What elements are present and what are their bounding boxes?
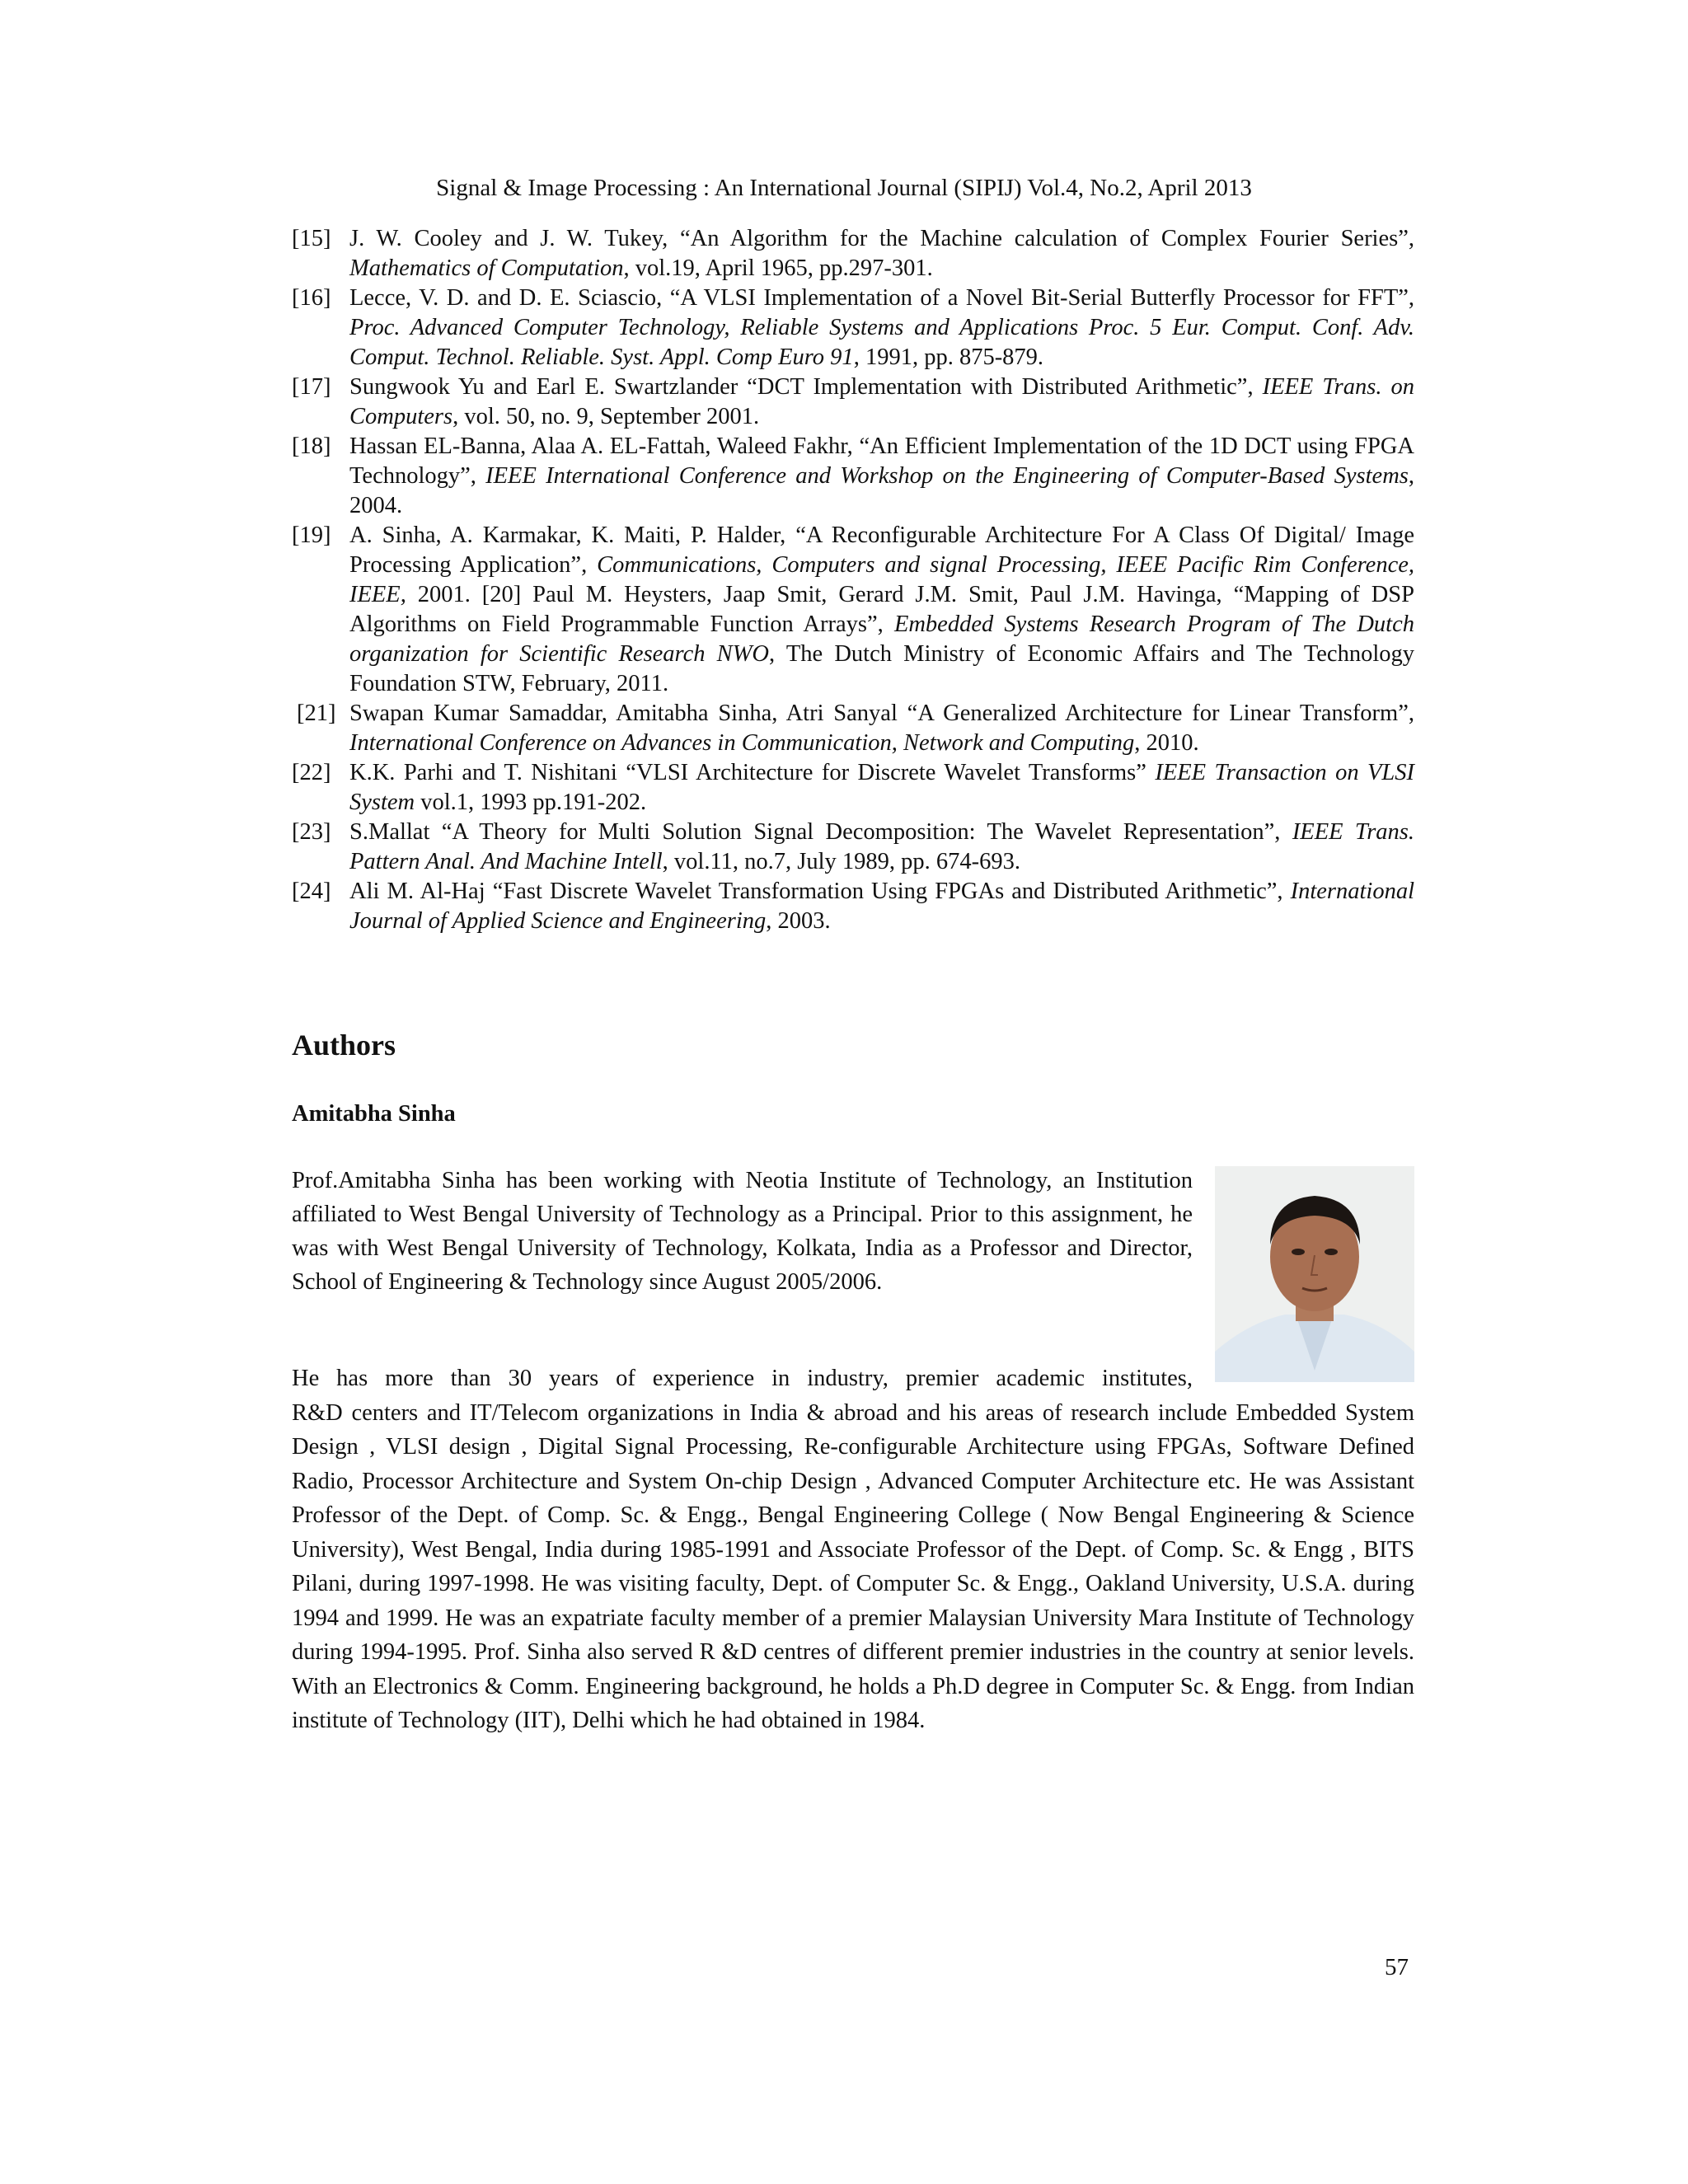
reference-text bbox=[349, 284, 1414, 373]
reference-text-part: S.Mallat “A Theory for Multi Solution Signal Decomposition: The Wavelet Representation”, bbox=[349, 819, 1292, 845]
reference-italic-text: IEEE Transaction on VLSI System bbox=[349, 760, 1414, 815]
reference-text bbox=[349, 758, 1414, 818]
reference-text-part: , vol.19, April 1965, pp.297-301. bbox=[623, 255, 933, 281]
reference-text-part: A. Sinha, A. Karmakar, K. Maiti, P. Halder, “A Reconfigurable Architecture For A Class Of Digital/ Image Processing Application”, bbox=[349, 523, 1414, 578]
reference-item bbox=[292, 758, 1414, 818]
reference-item bbox=[292, 284, 1414, 373]
reference-number: [16] bbox=[292, 285, 331, 311]
reference-text bbox=[349, 699, 1414, 758]
author-bio-paragraph-2-first-line: He has more than 30 years of experience in industry, premier academic institutes, bbox=[292, 1366, 1193, 1391]
reference-text-part: , 1991, pp. 875-879. bbox=[853, 344, 1044, 370]
reference-item bbox=[292, 432, 1414, 521]
reference-number: [24] bbox=[292, 879, 331, 904]
reference-text-part: , 2010. bbox=[1134, 730, 1199, 756]
reference-text-part: Ali M. Al-Haj “Fast Discrete Wavelet Transformation Using FPGAs and Distributed Arithmetic”, bbox=[349, 879, 1291, 904]
reference-italic-text: IEEE Trans. Pattern Anal. And Machine Intell bbox=[349, 819, 1415, 874]
reference-text-part: J. W. Cooley and J. W. Tukey, “An Algorithm for the Machine calculation of Complex Fourier Series”, bbox=[349, 226, 1414, 251]
reference-number: [19] bbox=[292, 523, 331, 548]
reference-italic-text: International Journal of Applied Science and Engineering bbox=[349, 879, 1414, 934]
reference-text-part: 2001. [20] Paul M. Heysters, Jaap Smit, Gerard J.M. Smit, Paul J.M. Havinga, “Mapping of DSP Algorithms on Field Programmable Function Arrays”, bbox=[349, 582, 1414, 637]
reference-italic-text: IEEE Trans. on Computers bbox=[349, 374, 1415, 429]
reference-italic-text: IEEE International Conference and Workshop on the Engineering of Computer-Based Systems bbox=[485, 463, 1409, 489]
journal-header: Signal & Image Processing : An International Journal (SIPIJ) Vol.4, No.2, April 2013 bbox=[436, 175, 1252, 201]
authors-heading: Authors bbox=[292, 1029, 396, 1062]
reference-number: [17] bbox=[292, 374, 331, 400]
reference-text-part: , The Dutch Ministry of Economic Affairs and The Technology Foundation STW, February, 2011. bbox=[349, 641, 1414, 696]
reference-text-part: Hassan EL-Banna, Alaa A. EL-Fattah, Waleed Fakhr, “An Efficient Implementation of the 1D DCT using FPGA Technology”, bbox=[349, 434, 1414, 489]
reference-italic-text: Mathematics of Computation bbox=[349, 255, 624, 281]
reference-item bbox=[292, 521, 1414, 699]
reference-number: [23] bbox=[292, 819, 331, 845]
reference-text bbox=[349, 373, 1414, 432]
reference-item bbox=[292, 373, 1414, 432]
reference-text-part: Swapan Kumar Samaddar, Amitabha Sinha, Atri Sanyal “A Generalized Architecture for Linear Transform”, bbox=[349, 701, 1414, 726]
reference-text bbox=[349, 818, 1414, 877]
reference-text-part: , 2003. bbox=[766, 908, 831, 934]
reference-italic-text: International Conference on Advances in Communication, Network and Computing bbox=[349, 730, 1135, 756]
author-bio-paragraph-2 bbox=[292, 1361, 1414, 1738]
reference-italic-text: Proc. Advanced Computer Technology, Reliable Systems and Applications Proc. 5 Eur. Comput. Conf. Adv. Comput. Technol. Reliable. Syst. Appl. Comp Euro 91 bbox=[349, 315, 1414, 370]
author-bio-paragraph-2-rest: R&D centers and IT/Telecom organizations in India & abroad and his areas of research include Embedded System Design , VLSI design , Digital Signal Processing, Re-configurable Architecture using FPGAs, Software Defined Radio, Processor Architecture and System On-chip Design , Advanced Computer Architecture etc. He was Assistant Professor of the Dept. of Comp. Sc. & Engg., Bengal Engineering College ( Now Bengal Engineering & Science University), West Bengal, India during 1985-1991 and Associate Professor of the Dept. of Comp. Sc. & Engg , BITS Pilani, during 1997-1998. He was visiting faculty, Dept. of Computer Sc. & Engg., Oakland University, U.S.A. during 1994 and 1999. He was an expatriate faculty member of a premier Malaysian University Mara Institute of Technology during 1994-1995. Prof. Sinha also served R &D centres of different premier industries in the country at senior levels. With an Electronics & Comm. Engineering background, he holds a Ph.D degree in Computer Sc. & Engg. from Indian institute of Technology (IIT), Delhi which he had obtained in 1984. bbox=[292, 1399, 1414, 1733]
reference-text-part: K.K. Parhi and T. Nishitani “VLSI Architecture for Discrete Wavelet Transforms” bbox=[349, 760, 1156, 785]
reference-text-part: Sungwook Yu and Earl E. Swartzlander “DCT Implementation with Distributed Arithmetic”, bbox=[349, 374, 1263, 400]
reference-item bbox=[292, 224, 1414, 284]
author-photo bbox=[1215, 1166, 1414, 1382]
reference-number: [15] bbox=[292, 226, 331, 251]
reference-text-part: vol.1, 1993 pp.191-202. bbox=[415, 790, 647, 815]
reference-text-part: , vol. 50, no. 9, September 2001. bbox=[452, 404, 760, 429]
reference-number: [21] bbox=[297, 701, 336, 726]
reference-text bbox=[349, 521, 1414, 699]
reference-text bbox=[349, 224, 1414, 284]
reference-italic-text: Embedded Systems Research Program of The Dutch organization for Scientific Research NWO bbox=[349, 612, 1414, 667]
author-name: Amitabha Sinha bbox=[292, 1101, 456, 1127]
reference-text bbox=[349, 877, 1414, 936]
reference-list bbox=[292, 224, 1414, 936]
reference-number: [22] bbox=[292, 760, 331, 785]
reference-text-part: , 2004. bbox=[349, 463, 1414, 518]
reference-item bbox=[292, 877, 1414, 936]
reference-text bbox=[349, 432, 1414, 521]
reference-text-part: , vol.11, no.7, July 1989, pp. 674-693. bbox=[662, 849, 1021, 874]
reference-number: [18] bbox=[292, 434, 331, 459]
reference-item bbox=[292, 699, 1414, 758]
reference-item bbox=[292, 818, 1414, 877]
author-bio-paragraph-1: Prof.Amitabha Sinha has been working with Neotia Institute of Technology, an Institution affiliated to West Bengal University of Technology as a Principal. Prior to this assignment, he was with West Bengal University of Technology, Kolkata, India as a Professor and Director, School of Engineering & Technology since August 2005/2006. bbox=[292, 1168, 1193, 1295]
reference-italic-text: Communications, Computers and signal Processing, IEEE Pacific Rim Conference, IEEE, bbox=[349, 552, 1414, 607]
reference-text-part: Lecce, V. D. and D. E. Sciascio, “A VLSI Implementation of a Novel Bit-Serial Butterfly Processor for FFT”, bbox=[349, 285, 1414, 311]
page-number: 57 bbox=[1385, 1954, 1409, 1980]
